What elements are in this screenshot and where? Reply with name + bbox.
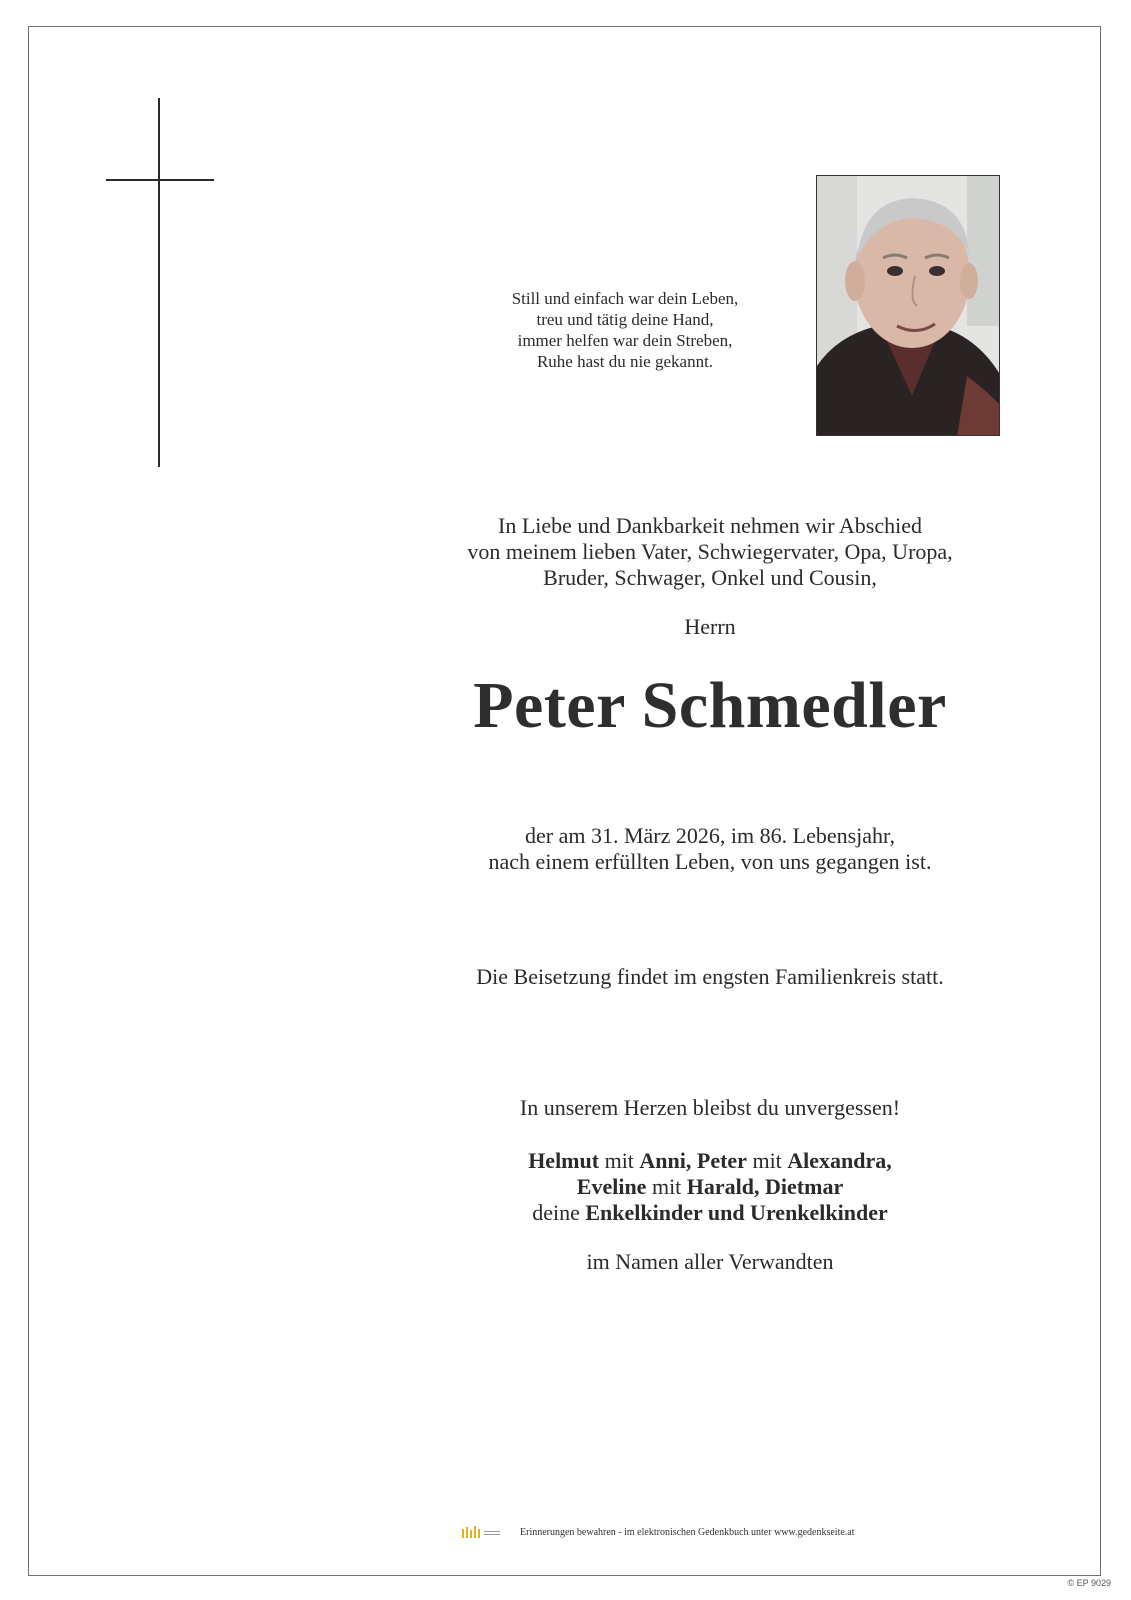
mourner-name: Enkelkinder und Urenkelkinder — [585, 1200, 888, 1225]
mourners-line — [420, 1200, 1000, 1226]
relatives-note: im Namen aller Verwandten — [586, 1249, 834, 1274]
cross-icon-horizontal — [106, 179, 214, 181]
poem-line: Still und einfach war dein Leben, — [511, 289, 739, 308]
mourner-name: Alexandra, — [787, 1148, 892, 1173]
mourners-list — [420, 1148, 1000, 1226]
deceased-name: Peter Schmedler — [473, 669, 947, 742]
poem-line: Ruhe hast du nie gekannt. — [536, 352, 714, 371]
farewell-line: In unserem Herzen bleibst du unvergessen! — [519, 1095, 901, 1120]
gedenkseite-logo-icon — [462, 1526, 502, 1540]
salutation: Herrn — [684, 614, 736, 639]
intro-text — [420, 513, 1000, 591]
burial-note: Die Beisetzung findet im engsten Familienkreis statt. — [476, 964, 944, 989]
mourner-connector: mit — [646, 1174, 687, 1199]
poem — [420, 288, 830, 372]
mourner-name: Anni, Peter — [639, 1148, 747, 1173]
mourner-name: Harald, Dietmar — [686, 1174, 844, 1199]
death-notice-line: nach einem erfüllten Leben, von uns gegangen ist. — [488, 849, 932, 874]
mourner-name: Eveline — [576, 1174, 647, 1199]
copyright-code: © EP 9029 — [1067, 1578, 1111, 1588]
intro-line: von meinem lieben Vater, Schwiegervater, Opa, Uropa, — [467, 539, 953, 564]
poem-line: immer helfen war dein Streben, — [517, 331, 733, 350]
portrait-illustration — [817, 176, 1000, 436]
intro-line: In Liebe und Dankbarkeit nehmen wir Abschied — [498, 513, 922, 538]
mourner-connector: deine — [532, 1200, 586, 1225]
footer-text: Erinnerungen bewahren - im elektronischen Gedenkbuch unter www.gedenkseite.at — [520, 1527, 855, 1538]
poem-line: treu und tätig deine Hand, — [536, 310, 714, 329]
death-notice — [420, 823, 1000, 875]
death-notice-line: der am 31. März 2026, im 86. Lebensjahr, — [525, 823, 895, 848]
cross-icon-vertical — [158, 98, 160, 467]
mourners-line — [420, 1174, 1000, 1200]
intro-line: Bruder, Schwager, Onkel und Cousin, — [543, 565, 877, 590]
mourners-line — [420, 1148, 1000, 1174]
footer — [462, 1525, 855, 1541]
mourner-connector: mit — [746, 1148, 788, 1173]
mourner-connector: mit — [599, 1148, 640, 1173]
portrait-photo — [816, 175, 1000, 436]
logo-mark — [462, 1526, 502, 1540]
mourner-name: Helmut — [528, 1148, 600, 1173]
